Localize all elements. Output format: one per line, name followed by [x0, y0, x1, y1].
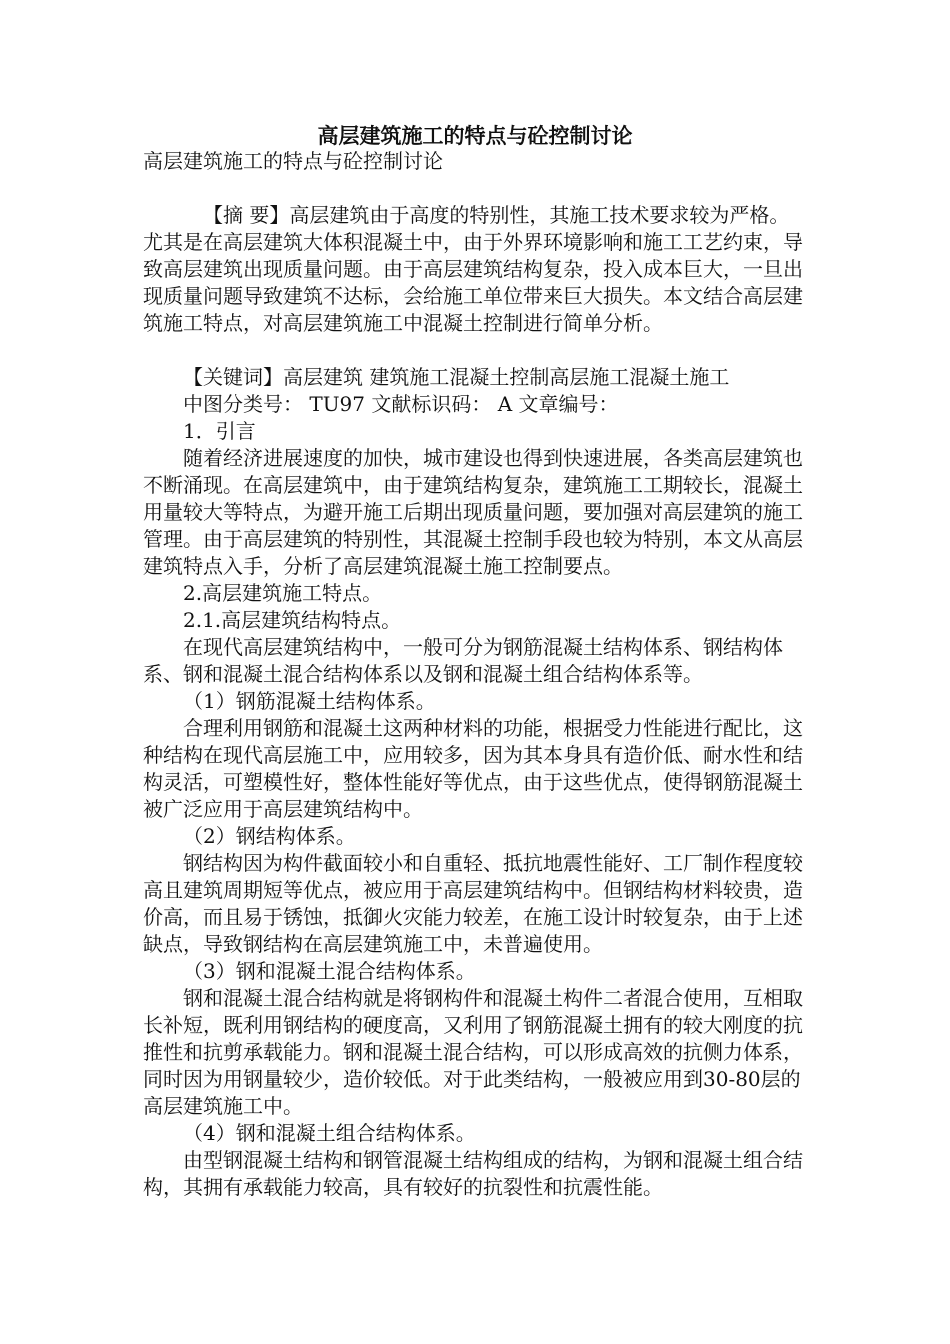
- section-2-1-paragraph: 在现代高层建筑结构中，一般可分为钢筋混凝土结构体系、钢结构体系、钢和混凝土混合结构体系以及钢和混凝土组合结构体系等。: [143, 635, 783, 686]
- item-1-heading: （1）钢筋混凝土结构体系。: [183, 689, 436, 713]
- document-body: [143, 148, 807, 1201]
- section-1-heading: 1．引言: [183, 419, 256, 443]
- section-1-paragraph: 随着经济进展速度的加快，城市建设也得到快速进展，各类高层建筑也不断涌现。在高层建筑中，由于建筑结构复杂，建筑施工工期较长，混凝土用量较大等特点，为避开施工后期出现质量问题，要加强对高层建筑的施工管理。由于高层建筑的特别性，其混凝土控制手段也较为特别，本文从高层建筑特点入手，分析了高层建筑混凝土施工控制要点。: [143, 446, 803, 578]
- item-3-paragraph: 钢和混凝土混合结构就是将钢构件和混凝土构件二者混合使用，互相取长补短，既利用钢结构的硬度高，又利用了钢筋混凝土拥有的较大刚度的抗推性和抗剪承载能力。钢和混凝土混合结构，可以形成高效的抗侧力体系，同时因为用钢量较少，造价较低。对于此类结构，一般被应用到30-80层的高层建筑施工中。: [143, 986, 803, 1118]
- spacer: [143, 175, 807, 202]
- item-1-paragraph: 合理利用钢筋和混凝土这两种材料的功能，根据受力性能进行配比，这种结构在现代高层施工中，应用较多，因为其本身具有造价低、耐水性和结构灵活，可塑模性好，整体性能好等优点，由于这些优点，使得钢筋混凝土被广泛应用于高层建筑结构中。: [143, 716, 803, 821]
- item-4-heading: （4）钢和混凝土组合结构体系。: [183, 1121, 476, 1145]
- item-4-paragraph: 由型钢混凝土结构和钢管混凝土结构组成的结构，为钢和混凝土组合结构，其拥有承载能力较高，具有较好的抗裂性和抗震性能。: [143, 1148, 803, 1199]
- item-3-heading: （3）钢和混凝土混合结构体系。: [183, 959, 476, 983]
- item-2-heading: （2）钢结构体系。: [183, 824, 356, 848]
- document-subtitle: 高层建筑施工的特点与砼控制讨论: [143, 149, 443, 173]
- section-2-1-heading: 2.1.高层建筑结构特点。: [183, 608, 402, 632]
- abstract-paragraph: 【摘 要】高层建筑由于高度的特别性，其施工技术要求较为严格。尤其是在高层建筑大体积混凝土中，由于外界环境影响和施工工艺约束，导致高层建筑出现质量问题。由于高层建筑结构复杂，投入成本巨大，一旦出现质量问题导致建筑不达标，会给施工单位带来巨大损失。本文结合高层建筑施工特点，对高层建筑施工中混凝土控制进行简单分析。: [143, 203, 803, 335]
- spacer: [143, 337, 807, 364]
- section-2-heading: 2.高层建筑施工特点。: [183, 581, 383, 605]
- keywords-line: 【关键词】高层建筑 建筑施工混凝土控制高层施工混凝土施工: [183, 365, 730, 389]
- classification-line: 中图分类号： TU97 文献标识码： A 文章编号：: [183, 392, 619, 416]
- document-title: 高层建筑施工的特点与砼控制讨论: [317, 124, 633, 148]
- item-2-paragraph: 钢结构因为构件截面较小和自重轻、抵抗地震性能好、工厂制作程度较高且建筑周期短等优点，被应用于高层建筑结构中。但钢结构材料较贵，造价高，而且易于锈蚀，抵御火灾能力较差，在施工设计时较复杂，由于上述缺点，导致钢结构在高层建筑施工中，未普遍使用。: [143, 851, 803, 956]
